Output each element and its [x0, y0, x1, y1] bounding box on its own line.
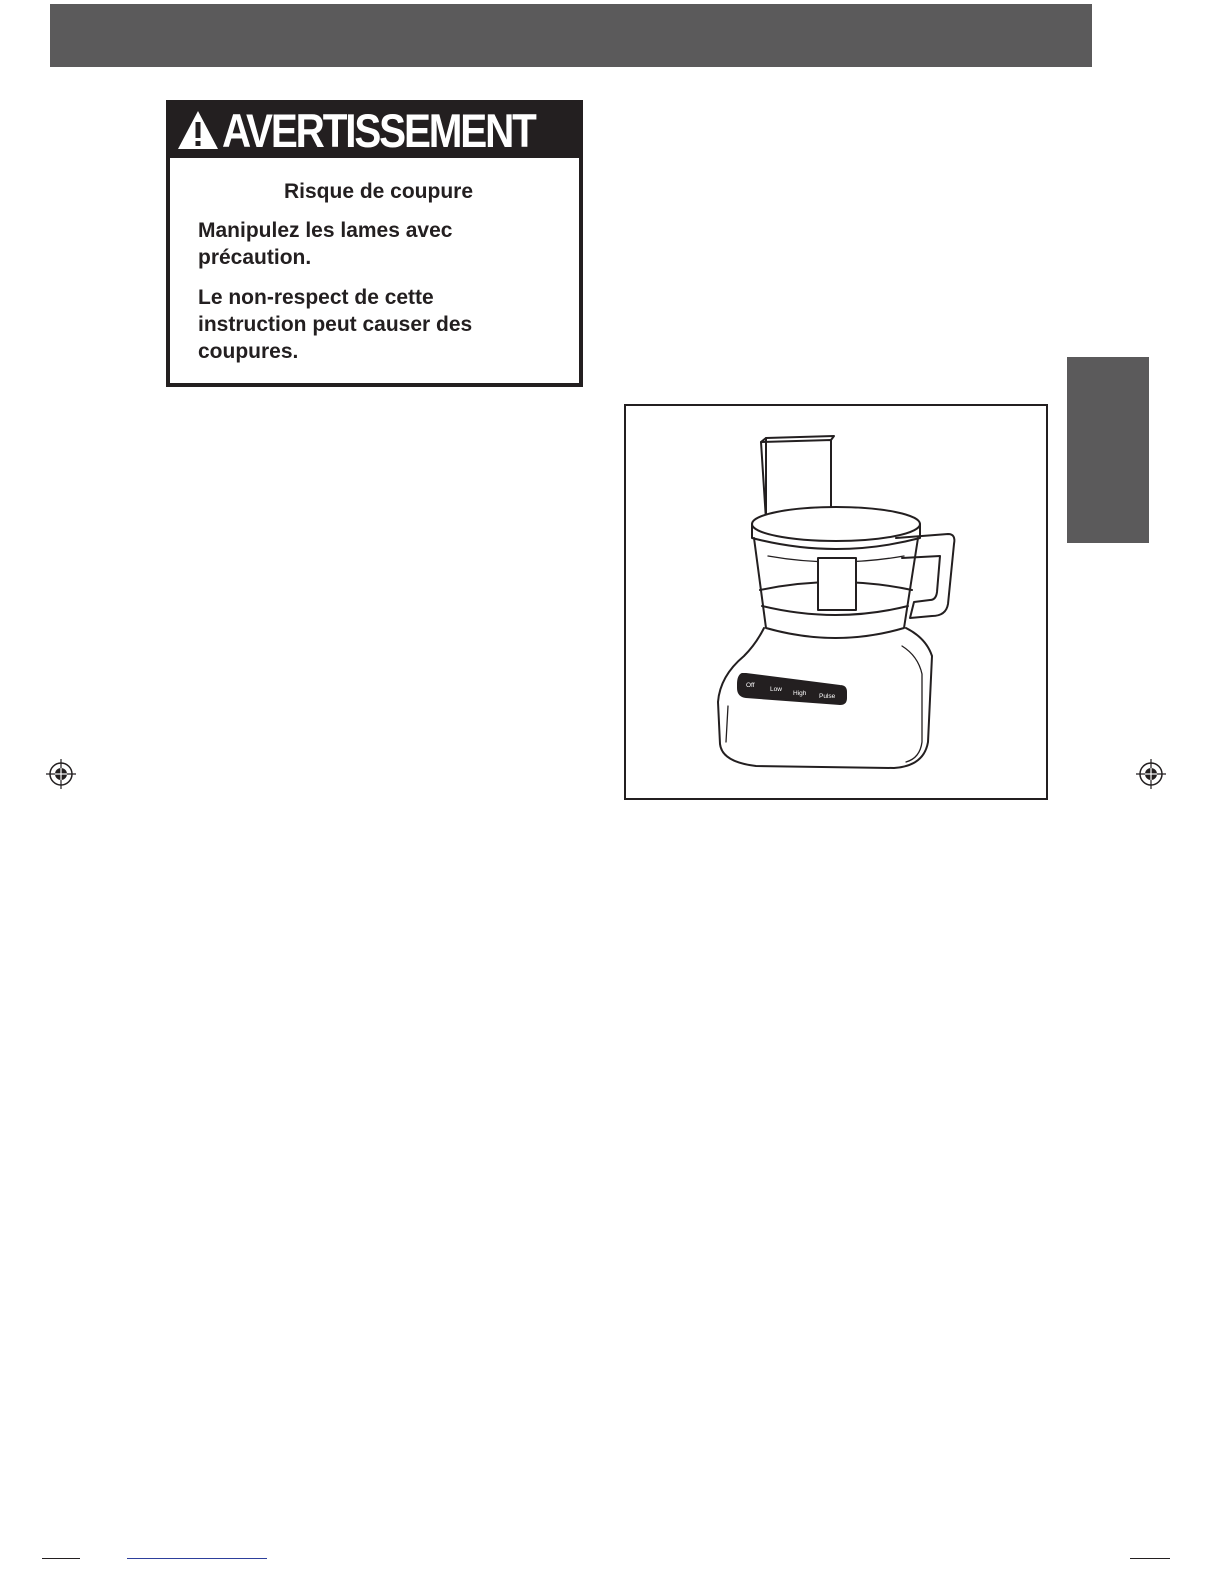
warning-body — [198, 178, 568, 378]
warning-instruction: Manipulez les lames avec précaution. — [198, 219, 453, 269]
warning-box — [166, 100, 583, 387]
header-bar — [50, 4, 1092, 67]
warning-header — [170, 104, 579, 158]
footer-crop-line — [1130, 1558, 1170, 1559]
footer-crop-line — [42, 1558, 80, 1559]
registration-mark-icon — [1136, 759, 1166, 789]
warning-consequence: Le non-respect de cette instruction peut causer des coupures. — [198, 286, 473, 363]
warning-triangle-icon — [176, 109, 220, 151]
registration-mark-icon — [46, 759, 76, 789]
food-processor-illustration — [626, 406, 1046, 798]
warning-subtitle: Risque de coupure — [283, 180, 474, 203]
control-button-low: Low — [770, 686, 782, 693]
section-side-tab — [1067, 357, 1149, 543]
footer-crop-line — [127, 1558, 267, 1559]
food-processor-figure — [624, 404, 1048, 800]
control-button-pulse: Pulse — [819, 693, 836, 700]
control-button-off: Off — [746, 682, 755, 689]
warning-title: AVERTISSEMENT — [222, 104, 535, 157]
control-button-high: High — [793, 690, 807, 697]
